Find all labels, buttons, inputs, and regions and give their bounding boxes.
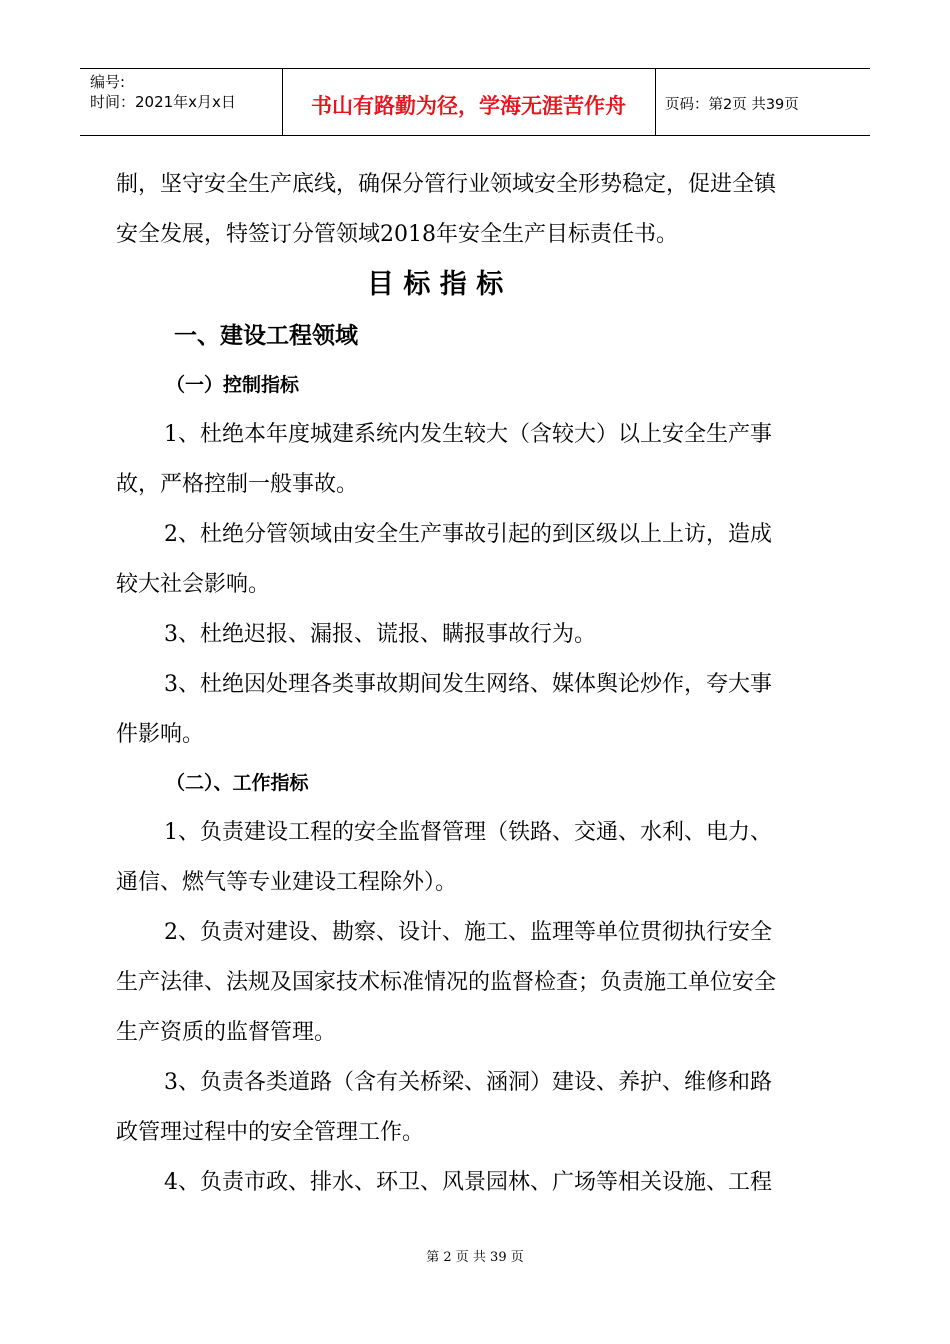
paragraph-line: 生产资质的监督管理。 — [116, 1020, 337, 1045]
paragraph-line: 1、负责建设工程的安全监督管理（铁路、交通、水利、电力、 — [164, 820, 772, 845]
header-top-rule — [80, 68, 870, 69]
date-label: 时间：2021年x月x日 — [90, 93, 236, 111]
header-divider-right — [655, 68, 656, 135]
paragraph-line: 2、负责对建设、勘察、设计、施工、监理等单位贯彻执行安全 — [164, 920, 772, 945]
section-heading: 一、建设工程领域 — [174, 323, 358, 349]
paragraph-line: 件影响。 — [116, 722, 205, 747]
paragraph-line: 通信、燃气等专业建设工程除外）。 — [116, 870, 458, 895]
subsection-heading: （二）、工作指标 — [166, 772, 309, 794]
paragraph-line: 生产法律、法规及国家技术标准情况的监督检查；负责施工单位安全 — [116, 970, 777, 995]
header-bottom-rule — [80, 135, 870, 136]
page-footer: 第 2 页 共 39 页 — [426, 1250, 524, 1265]
paragraph-line: 制，坚守安全生产底线，确保分管行业领域安全形势稳定，促进全镇 — [116, 172, 777, 197]
paragraph-line: 3、杜绝因处理各类事故期间发生网络、媒体舆论炒作，夸大事 — [164, 672, 772, 697]
subsection-heading: （一）控制指标 — [166, 374, 300, 396]
document-title: 目 标 指 标 — [367, 269, 504, 300]
paragraph-line: 3、杜绝迟报、漏报、谎报、瞒报事故行为。 — [164, 622, 596, 647]
paragraph-line: 政管理过程中的安全管理工作。 — [116, 1120, 425, 1145]
header-page-info: 页码：第2页 共39页 — [665, 97, 799, 113]
paragraph-line: 2、杜绝分管领域由安全生产事故引起的到区级以上上访，造成 — [164, 522, 772, 547]
paragraph-line: 3、负责各类道路（含有关桥梁、涵洞）建设、养护、维修和路 — [164, 1070, 772, 1095]
header-motto: 书山有路勤为径，学海无涯苦作舟 — [311, 94, 626, 118]
paragraph-line: 4、负责市政、排水、环卫、风景园林、广场等相关设施、工程 — [164, 1170, 772, 1195]
paragraph-line: 故，严格控制一般事故。 — [116, 472, 359, 497]
serial-label: 编号: — [90, 73, 126, 91]
paragraph-line: 1、杜绝本年度城建系统内发生较大（含较大）以上安全生产事 — [164, 422, 772, 447]
paragraph-line: 安全发展，特签订分管领域2018年安全生产目标责任书。 — [116, 222, 678, 247]
paragraph-line: 较大社会影响。 — [116, 572, 271, 597]
header-meta — [90, 72, 236, 112]
